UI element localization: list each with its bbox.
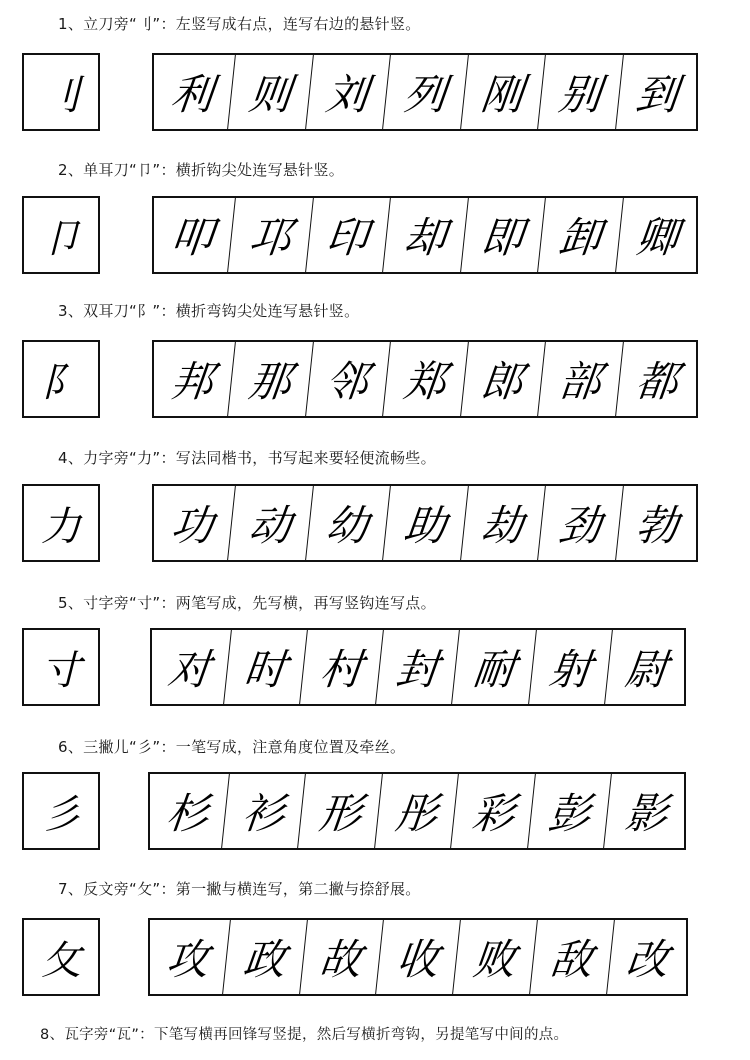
section-6-char-strip [148, 772, 686, 850]
section-6-char-4: 彤 [375, 774, 459, 848]
section-6-char-1: 杉 [146, 774, 230, 848]
section-6-char-3: 形 [299, 774, 383, 848]
section-1-char-6: 别 [538, 55, 623, 129]
section-5-instruction: 5、寸字旁“寸”：两笔写成，先写横，再写竖钩连写点。 [58, 594, 436, 612]
section-6-char-7: 影 [622, 789, 670, 838]
section-7-instruction: 7、反文旁“攵”：第一撇与横连写，第二撇与捺舒展。 [58, 880, 421, 898]
section-3-radical-box: 阝 [22, 340, 100, 418]
section-3-char-5: 郎 [460, 342, 545, 416]
section-5-char-7: 尉 [622, 645, 670, 694]
section-6-char-2: 衫 [223, 774, 307, 848]
section-7-char-3: 故 [300, 920, 384, 994]
section-5-radical-box: 寸 [22, 628, 100, 706]
section-7-char-2: 政 [223, 920, 307, 994]
section-1-instruction: 1、立刀旁“刂”：左竖写成右点，连写右边的悬针竖。 [58, 15, 421, 33]
section-2-char-2: 邛 [228, 198, 313, 272]
section-1-char-3: 刘 [305, 55, 390, 129]
section-3-char-strip [152, 340, 698, 418]
section-3-char-7: 都 [633, 357, 682, 406]
section-2-char-6: 卸 [538, 198, 623, 272]
section-2-char-7: 卿 [633, 213, 682, 262]
section-7-char-5: 败 [453, 920, 537, 994]
section-2-char-5: 即 [460, 198, 545, 272]
section-4-char-2: 动 [228, 486, 313, 560]
section-6-radical-box: 彡 [22, 772, 100, 850]
section-7-char-6: 敌 [530, 920, 614, 994]
section-7-char-strip [148, 918, 688, 996]
section-4-char-6: 劲 [538, 486, 623, 560]
section-4-char-4: 助 [383, 486, 468, 560]
section-1-char-5: 刚 [460, 55, 545, 129]
section-5-char-1: 对 [148, 630, 232, 704]
section-6-char-6: 彭 [528, 774, 612, 848]
section-5-char-5: 耐 [453, 630, 537, 704]
section-2-radical-box: 卩 [22, 196, 100, 274]
section-4-char-7: 勃 [633, 501, 682, 550]
section-5-char-4: 封 [377, 630, 461, 704]
section-3-char-3: 邻 [305, 342, 390, 416]
section-3-char-4: 郑 [383, 342, 468, 416]
section-1-radical-box: 刂 [22, 53, 100, 131]
section-1-char-4: 列 [383, 55, 468, 129]
section-1-char-2: 则 [228, 55, 313, 129]
section-4-char-strip [152, 484, 698, 562]
section-4-char-5: 劫 [460, 486, 545, 560]
section-5-char-3: 村 [300, 630, 384, 704]
section-3-char-1: 邦 [150, 342, 235, 416]
section-3-instruction: 3、双耳刀“阝”：横折弯钩尖处连写悬针竖。 [58, 302, 360, 320]
section-4-char-3: 幼 [305, 486, 390, 560]
section-1-char-7: 到 [633, 70, 682, 119]
section-8-instruction: 8、瓦字旁“瓦”：下笔写横再回锋写竖提，然后写横折弯钩，另提笔写中间的点。 [40, 1027, 569, 1043]
section-2-char-strip [152, 196, 698, 274]
section-5-char-strip [150, 628, 686, 706]
section-5-char-6: 射 [529, 630, 613, 704]
section-2-char-4: 却 [383, 198, 468, 272]
section-4-instruction: 4、力字旁“力”：写法同楷书，书写起来要轻便流畅些。 [58, 449, 436, 467]
section-2-instruction: 2、单耳刀“卩”：横折钩尖处连写悬针竖。 [58, 161, 345, 179]
section-7-char-7: 改 [624, 935, 672, 984]
section-3-char-6: 部 [538, 342, 623, 416]
section-2-char-3: 印 [305, 198, 390, 272]
section-7-char-4: 收 [376, 920, 460, 994]
section-4-radical-box: 力 [22, 484, 100, 562]
section-3-char-2: 那 [228, 342, 313, 416]
section-5-char-2: 时 [224, 630, 308, 704]
section-6-char-5: 彩 [452, 774, 536, 848]
section-1-char-strip [152, 53, 698, 131]
section-1-char-1: 利 [150, 55, 235, 129]
section-7-radical-box: 攵 [22, 918, 100, 996]
section-4-char-1: 功 [150, 486, 235, 560]
section-7-char-1: 攻 [146, 920, 230, 994]
section-2-char-1: 叩 [150, 198, 235, 272]
section-6-instruction: 6、三撇儿“彡”：一笔写成，注意角度位置及牵丝。 [58, 738, 406, 756]
